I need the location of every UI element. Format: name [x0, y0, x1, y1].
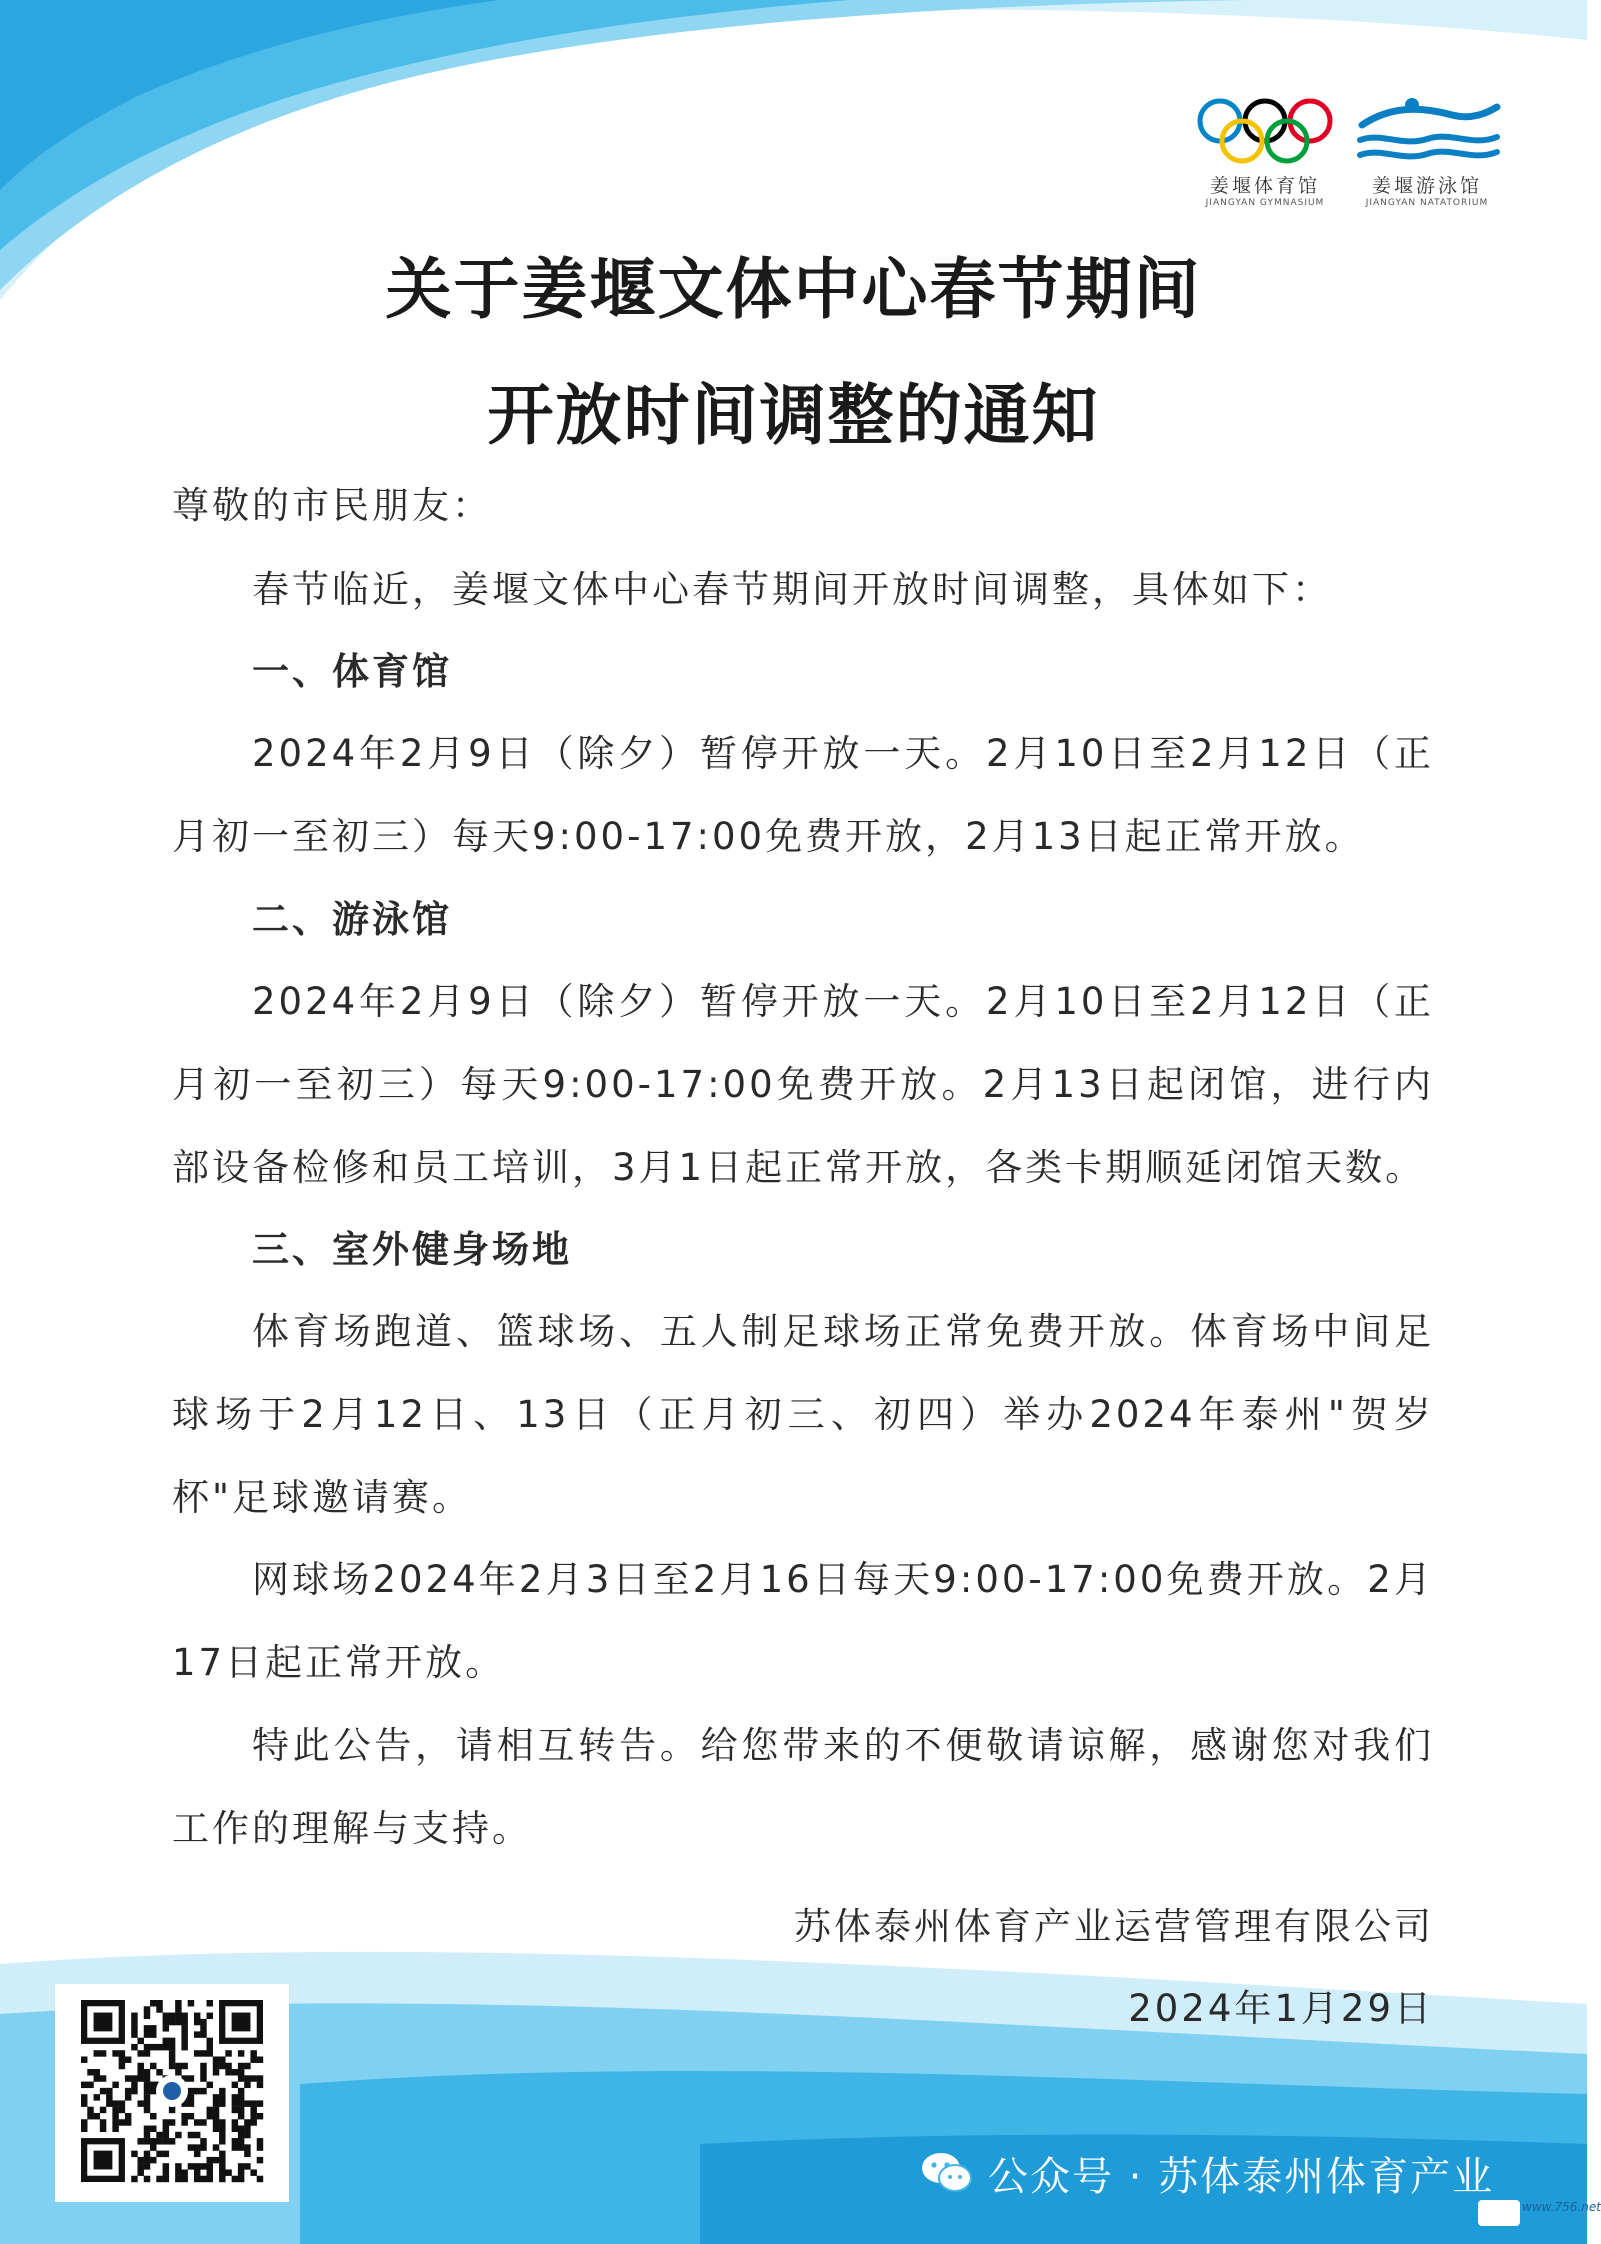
section-text-gymnasium: 2024年2月9日（除夕）暂停开放一天。2月10日至2月12日（正月初一至初三）每天9:00-17:00免费开放，2月13日起正常开放。	[172, 732, 1434, 858]
section-heading-gymnasium: 一、体育馆	[252, 650, 452, 693]
olympic-rings-icon	[1190, 95, 1340, 165]
footer-account	[920, 2146, 1494, 2200]
signature-organization: 苏体泰州体育产业运营管理有限公司	[794, 1905, 1434, 1948]
section-heading-outdoor: 三、室外健身场地	[252, 1228, 572, 1271]
natatorium-name-en: JIANGYAN NATATORIUM	[1365, 198, 1489, 208]
section-text-natatorium: 2024年2月9日（除夕）暂停开放一天。2月10日至2月12日（正月初一至初三）每天9:00-17:00免费开放。2月13日起闭馆，进行内部设备检修和员工培训，3月1日起正常开放，各类卡期顺延闭馆天数。	[172, 980, 1434, 1189]
gymnasium-logo	[1190, 95, 1340, 208]
footer-account-name: 公众号 · 苏体泰州体育产业	[988, 2153, 1495, 2200]
wechat-icon	[920, 2150, 974, 2196]
gymnasium-name-cn: 姜堰体育馆	[1209, 175, 1320, 197]
natatorium-logo	[1352, 95, 1502, 208]
gymnasium-name-en: JIANGYAN GYMNASIUM	[1205, 198, 1325, 208]
notice-title-line-2: 开放时间调整的通知	[487, 376, 1100, 454]
section-text-outdoor-fields: 体育场跑道、篮球场、五人制足球场正常免费开放。体育场中间足球场于2月12日、13日（正月初三、初四）举办2024年泰州"贺岁杯"足球邀请赛。	[172, 1310, 1434, 1519]
qr-code-image	[81, 2000, 263, 2182]
section-heading-natatorium: 二、游泳馆	[252, 898, 452, 941]
qr-code[interactable]	[55, 1984, 289, 2202]
signature-date: 2024年1月29日	[1128, 1987, 1434, 2030]
natatorium-name-cn: 姜堰游泳馆	[1371, 175, 1482, 197]
site-badge	[1478, 2200, 1520, 2226]
closing-paragraph: 特此公告，请相互转告。给您带来的不便敬请谅解，感谢您对我们工作的理解与支持。	[172, 1724, 1434, 1850]
section-text-tennis: 网球场2024年2月3日至2月16日每天9:00-17:00免费开放。2月17日起正常开放。	[172, 1558, 1434, 1684]
intro-paragraph: 春节临近，姜堰文体中心春节期间开放时间调整，具体如下：	[252, 568, 1332, 611]
swimmer-wave-icon	[1352, 95, 1502, 165]
greeting: 尊敬的市民朋友：	[172, 484, 492, 527]
watermark-text: www.756.net	[1522, 2200, 1601, 2214]
notice-title-line-1: 关于姜堰文体中心春节期间	[385, 250, 1202, 328]
